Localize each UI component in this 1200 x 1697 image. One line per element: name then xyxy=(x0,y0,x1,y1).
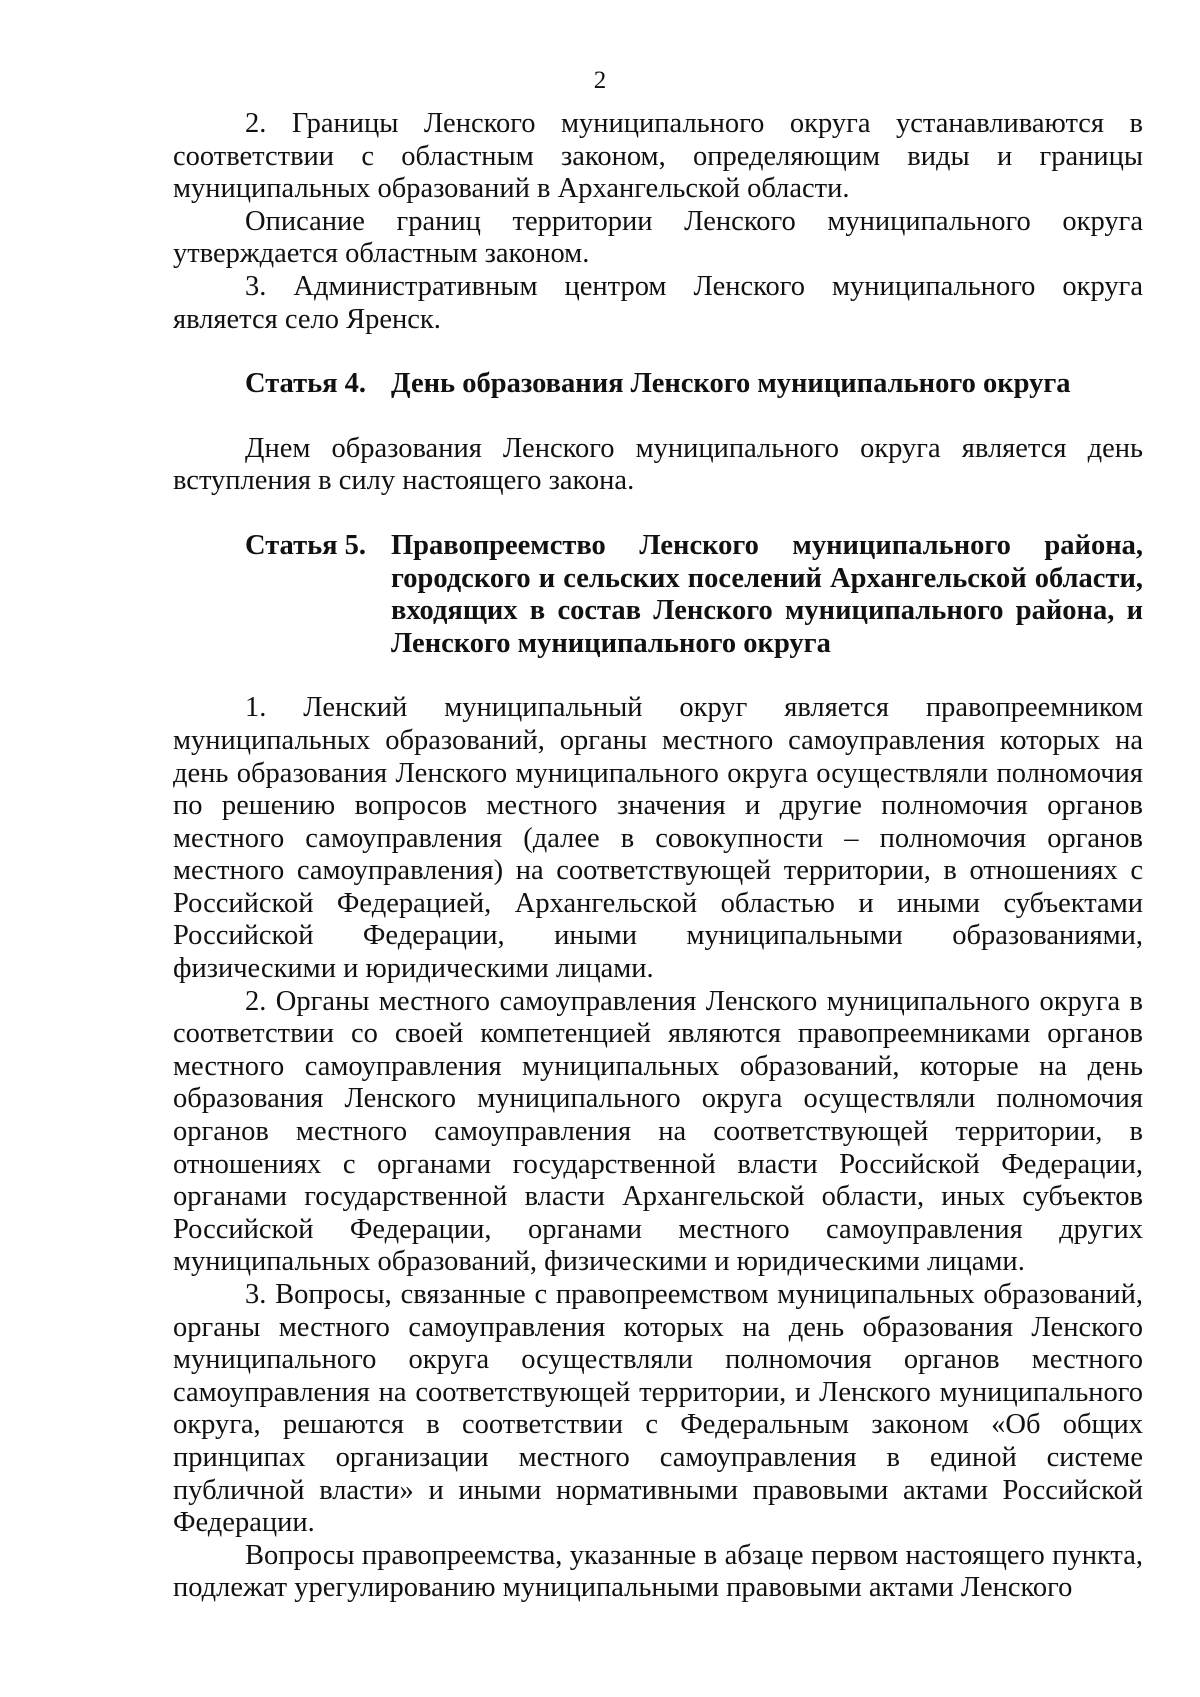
article-5-number: Статья 5. xyxy=(245,529,367,561)
page-number: 2 xyxy=(593,67,607,94)
paragraph-administrative-center: 3. Административным центром Ленского муниципального округа является село Яренск. xyxy=(173,270,1143,335)
paragraph-boundaries-description: Описание границ территории Ленского муниципального округа утверждается областным законом. xyxy=(173,205,1143,270)
paragraph-succession-regulation: Вопросы правопреемства, указанные в абзаце первом настоящего пункта, подлежат урегулированию муниципальными правовыми актами Ленского xyxy=(173,1539,1143,1604)
spacer xyxy=(173,401,1143,433)
spacer xyxy=(173,498,1143,530)
article-4-title: День образования Ленского муниципального округа xyxy=(391,368,1071,400)
paragraph-formation-day: Днем образования Ленского муниципального округа является день вступления в силу настоящего закона. xyxy=(173,432,1143,497)
paragraph-successor-bodies: 2. Органы местного самоуправления Ленского муниципального округа в соответствии со своей компетенцией являются правопреемниками органов местного самоуправления муниципальных образований, которые на день образования Ленского муниципального округа осуществляли полномочия органов местного самоуправления на соответствующей территории, в отношениях с органами государственной власти Российской Федерации, органами государственной власти Архангельской области, иных субъектов Российской Федерации, органами местного самоуправления других муниципальных образований, физическими и юридическими лицами. xyxy=(173,985,1143,1278)
paragraph-successor-okrug: 1. Ленский муниципальный округ является правопреемником муниципальных образований, органы местного самоуправления которых на день образования Ленского муниципального округа осуществляли полномочия по решению вопросов местного значения и другие полномочия органов местного самоуправления (далее в совокупности – полномочия органов местного самоуправления) на соответствующей территории, в отношениях с Российской Федерацией, Архангельской областью и иными субъектами Российской Федерации, иными муниципальными образованиями, физическими и юридическими лицами. xyxy=(173,692,1143,985)
paragraph-succession-issues: 3. Вопросы, связанные с правопреемством муниципальных образований, органы местного самоуправления которых на день образования Ленского муниципального округа осуществляли полномочия органов местного самоуправления на соответствующей территории, и Ленского муниципального округа, решаются в соответствии с Федеральным законом «Об общих принципах организации местного самоуправления в единой системе публичной власти» и иными нормативными правовыми актами Российской Федерации. xyxy=(173,1279,1143,1539)
spacer xyxy=(173,660,1143,692)
article-4-heading xyxy=(173,368,1143,401)
document-body xyxy=(173,108,1143,1605)
paragraph-boundaries: 2. Границы Ленского муниципального округа устанавливаются в соответствии с областным законом, определяющим виды и границы муниципальных образований в Архангельской области. xyxy=(173,108,1143,205)
spacer xyxy=(173,336,1143,368)
article-5-heading xyxy=(173,530,1143,660)
article-4-number: Статья 4. xyxy=(245,368,367,400)
article-5-title: Правопреемство Ленского муниципального района, городского и сельских поселений Архангельской области, входящих в состав Ленского муниципального района, и Ленского муниципального округа xyxy=(391,529,1143,659)
